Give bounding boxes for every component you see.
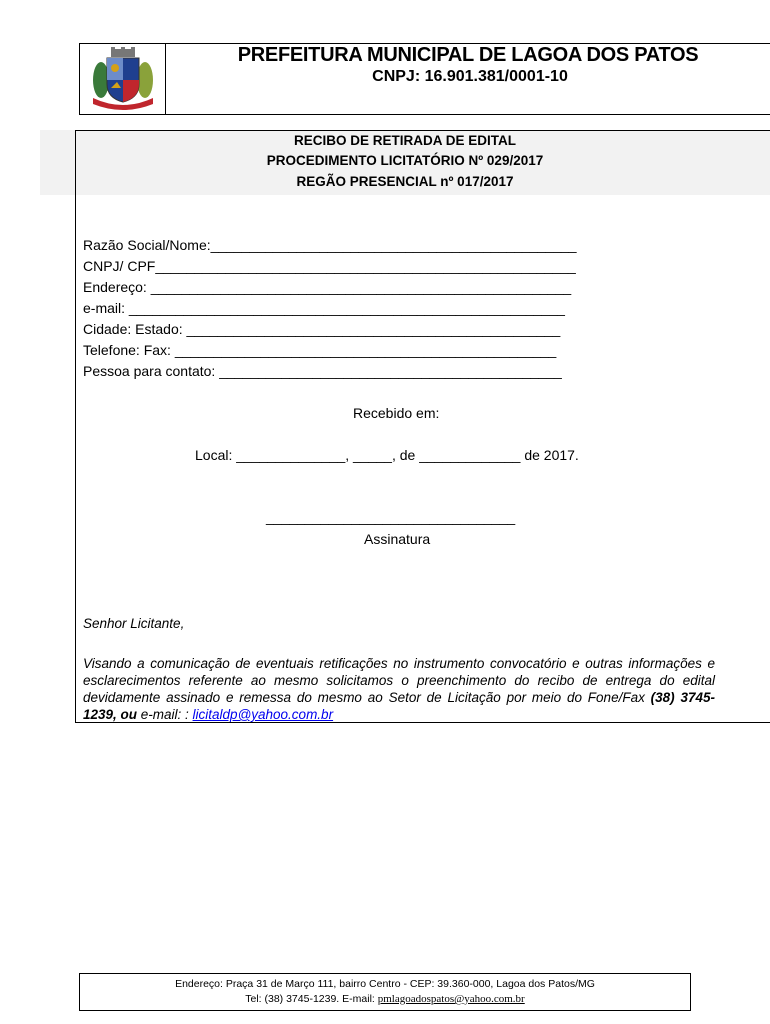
- notice-email-link[interactable]: licitaldp@yahoo.com.br: [192, 707, 334, 722]
- field-pessoa-contato: Pessoa para contato: ____________________________________________: [83, 363, 562, 379]
- footer-phone: Tel: (38) 3745-1239. E-mail:: [245, 993, 378, 1005]
- field-razao-social: Razão Social/Nome:_______________________________________________: [83, 237, 577, 253]
- field-telefone-fax: Telefone: Fax: _________________________________________________: [83, 342, 557, 358]
- footer-address: Endereço: Praça 31 de Março 111, bairro Centro - CEP: 39.360-000, Lagoa dos Patos/MG: [175, 978, 595, 990]
- notice-body: Visando a comunicação de eventuais retificações no instrumento convocatório e outras informações e esclarecimentos referente ao mesmo solicitamos o preenchimento do recibo de entrega do edital devidamente assinado e remessa do mesmo ao Setor de Licitação por meio do Fone/Fax: [83, 656, 715, 705]
- notice-paragraph: [83, 655, 715, 723]
- title-line-3: REGÃO PRESENCIAL nº 017/2017: [296, 174, 514, 189]
- footer-email[interactable]: pmlagoadospatos@yahoo.com.br: [377, 993, 525, 1005]
- field-cidade-estado: Cidade: Estado: ________________________________________________: [83, 321, 561, 337]
- received-label: Recebido em:: [353, 405, 440, 421]
- notice-email-label: e-mail: :: [137, 707, 193, 722]
- coat-of-arms-icon: [87, 46, 159, 112]
- field-cnpj-cpf: CNPJ/ CPF______________________________________________________: [83, 258, 576, 274]
- title-line-2: PROCEDIMENTO LICITATÓRIO Nº 029/2017: [266, 153, 544, 168]
- page-footer: [79, 973, 691, 1011]
- document-header: [79, 43, 770, 115]
- signature-label: Assinatura: [364, 531, 431, 547]
- field-email: e-mail: ________________________________________________________: [83, 300, 565, 316]
- organization-name: PREFEITURA MUNICIPAL DE LAGOA DOS PATOS: [237, 44, 699, 66]
- salutation: Senhor Licitante,: [83, 616, 185, 631]
- signature-line: ________________________________: [266, 509, 516, 525]
- title-line-1: RECIBO DE RETIRADA DE EDITAL: [293, 133, 516, 148]
- form-box: [75, 130, 770, 723]
- footer-contact: [80, 992, 690, 1007]
- logo-cell: [80, 44, 166, 114]
- title-band: [40, 130, 770, 195]
- notice-phone: (38) 3745-1239, ou: [83, 690, 715, 722]
- field-endereco: Endereço: ______________________________________________________: [83, 279, 572, 295]
- local-date-line: Local: ______________, _____, de _____________ de 2017.: [195, 447, 579, 463]
- organization-cnpj: CNPJ: 16.901.381/0001-10: [372, 68, 568, 85]
